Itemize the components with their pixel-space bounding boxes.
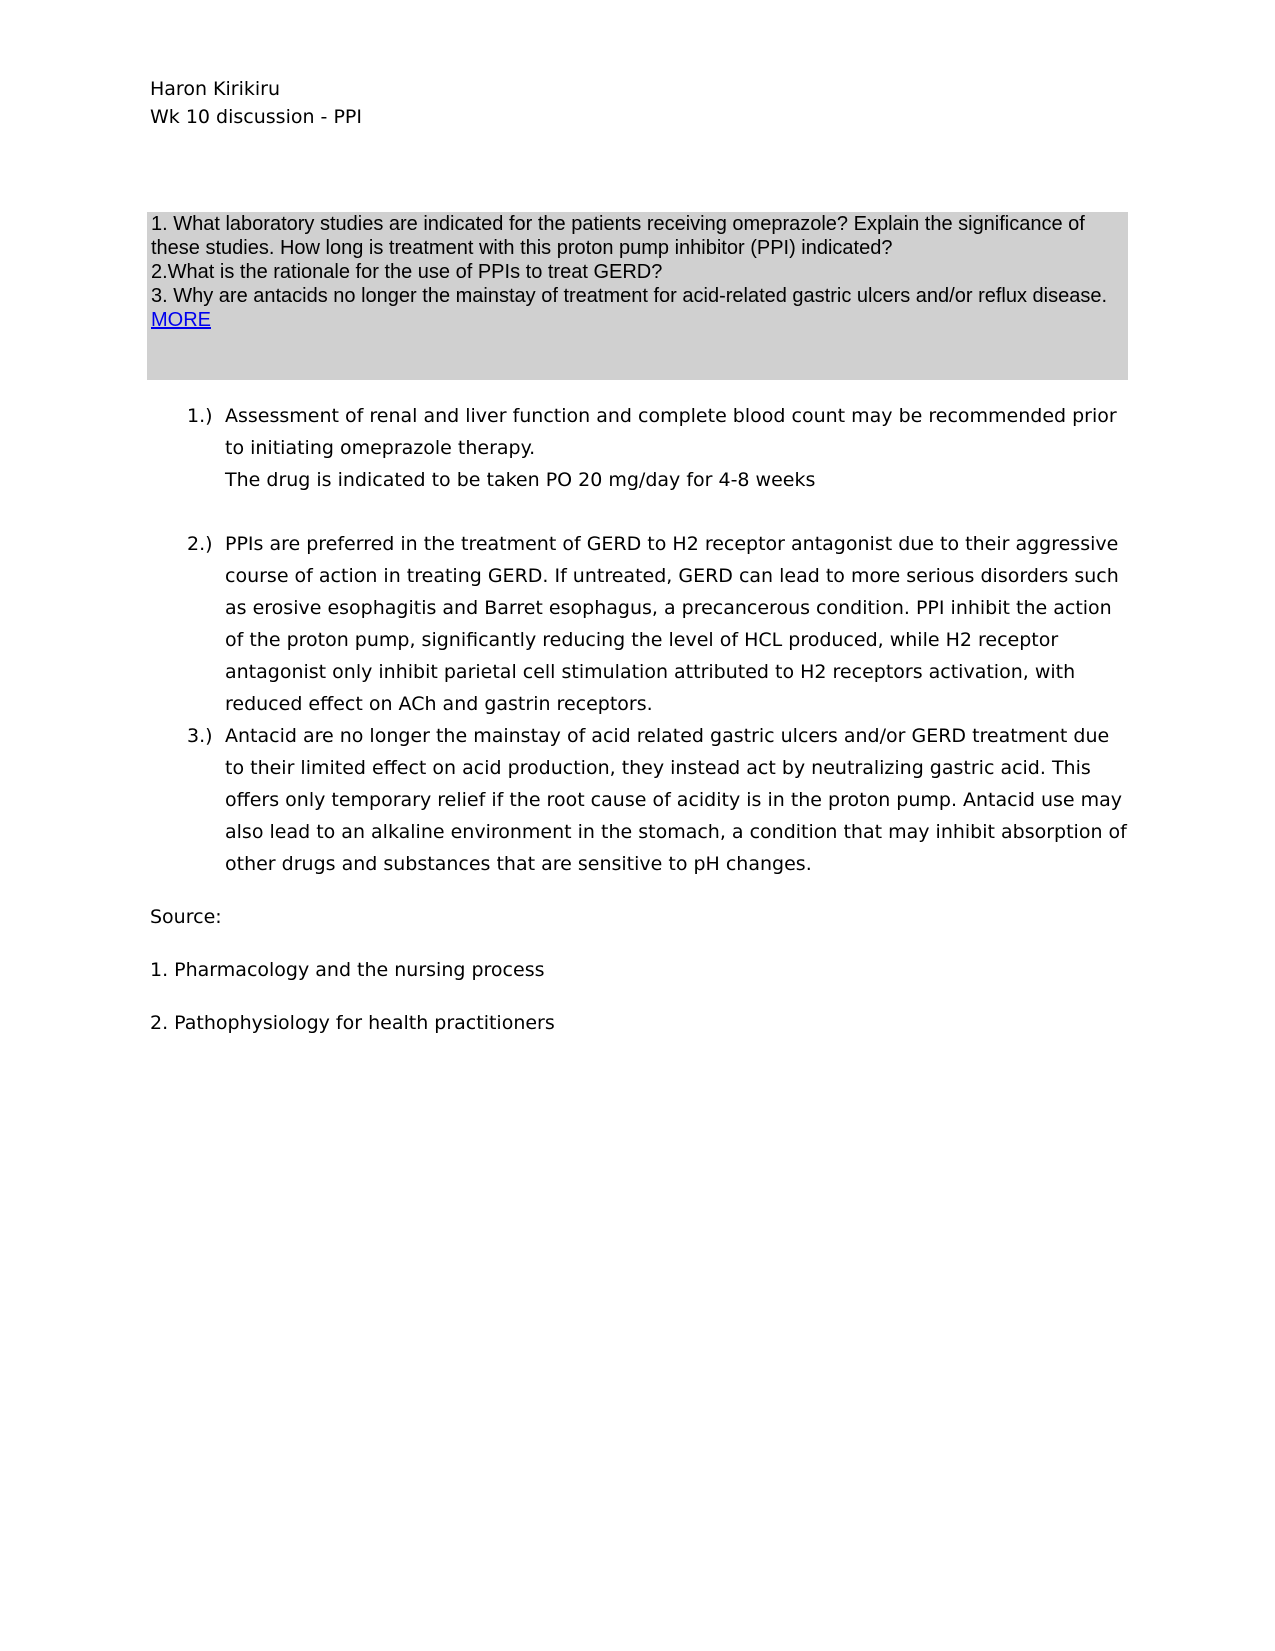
answer-item <box>150 400 1130 496</box>
source-item: 2. Pathophysiology for health practitioners <box>150 1012 555 1034</box>
questions-box <box>147 212 1128 380</box>
sources-label: Source: <box>150 906 222 928</box>
answers-list <box>150 400 1130 880</box>
source-item: 1. Pharmacology and the nursing process <box>150 959 545 981</box>
answer-number: 1.) <box>187 405 213 427</box>
document-header <box>150 75 362 131</box>
document-title: Wk 10 discussion - PPI <box>150 106 362 128</box>
answer-number: 3.) <box>187 725 213 747</box>
more-link[interactable]: MORE <box>151 309 211 331</box>
spacer <box>150 496 1130 528</box>
answer-number: 2.) <box>187 533 213 555</box>
answer-item <box>150 720 1130 880</box>
answer-item <box>150 528 1130 720</box>
answer-text: Assessment of renal and liver function and complete blood count may be recommended prior to initiating omeprazole therapy. <box>225 405 1117 459</box>
answer-text: PPIs are preferred in the treatment of GERD to H2 receptor antagonist due to their aggressive course of action in treating GERD. If untreated, GERD can lead to more serious disorders such as erosive esophagitis and Barret esophagus, a precancerous condition. PPI inhibit the action of the proton pump, significantly reducing the level of HCL produced, while H2 receptor antagonist only inhibit parietal cell stimulation attributed to H2 receptors activation, with reduced effect on ACh and gastrin receptors. <box>225 533 1119 715</box>
question-1: 1. What laboratory studies are indicated for the patients receiving omeprazole? Explain the significance of these studies. How long is treatment with this proton pump inhibitor (PPI) indicated? <box>151 213 1091 259</box>
question-2: 2.What is the rationale for the use of PPIs to treat GERD? <box>151 261 663 283</box>
answer-text: Antacid are no longer the mainstay of acid related gastric ulcers and/or GERD treatment due to their limited effect on acid production, they instead act by neutralizing gastric acid. This offers only temporary relief if the root cause of acidity is in the proton pump. Antacid use may also lead to an alkaline environment in the stomach, a condition that may inhibit absorption of other drugs and substances that are sensitive to pH changes. <box>225 725 1127 875</box>
answer-extra: The drug is indicated to be taken PO 20 mg/day for 4-8 weeks <box>225 469 816 491</box>
question-3: 3. Why are antacids no longer the mainstay of treatment for acid-related gastric ulcers and/or reflux disease. <box>151 285 1108 307</box>
author-name: Haron Kirikiru <box>150 78 280 100</box>
sources-section <box>150 903 555 1037</box>
